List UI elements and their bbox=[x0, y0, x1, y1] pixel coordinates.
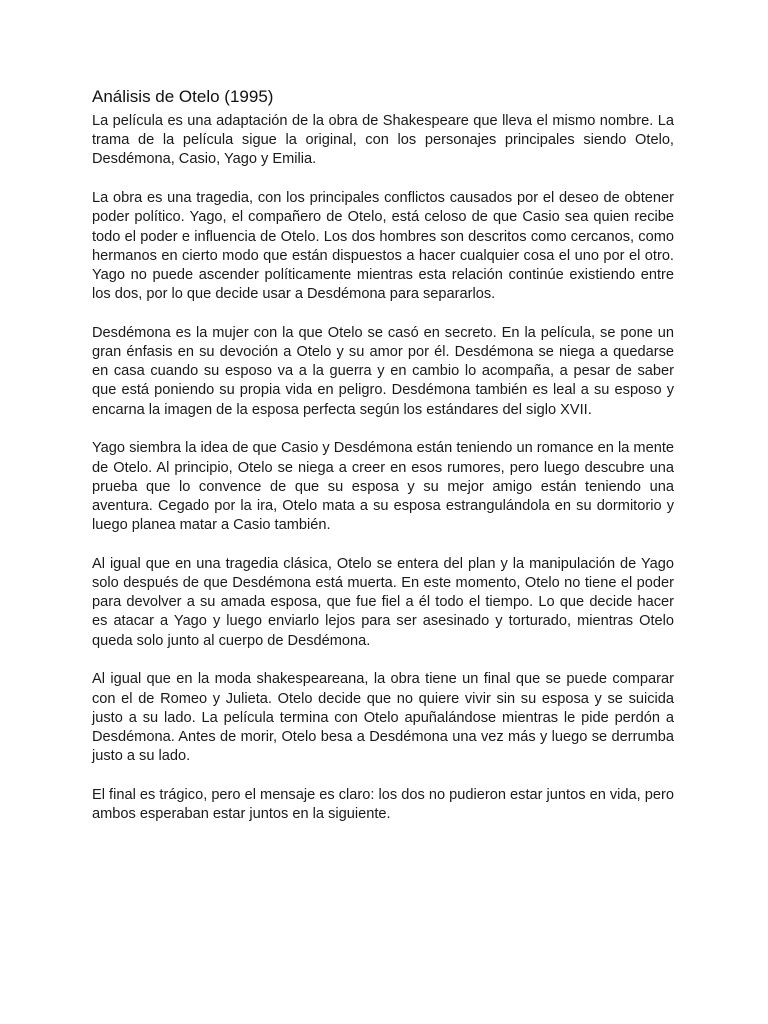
paragraph-4: Yago siembra la idea de que Casio y Desdémona están teniendo un romance en la mente de Otelo. Al principio, Otelo se niega a creer en esos rumores, pero luego descubre una prueba que lo convence de que su esposa y su mejor amigo están teniendo una aventura. Cegado por la ira, Otelo mata a su esposa estrangulándola en su dormitorio y luego planea matar a Casio también. bbox=[92, 440, 674, 534]
paragraph-7: El final es trágico, pero el mensaje es claro: los dos no pudieron estar juntos en vida, pero ambos esperaban estar juntos en la siguiente. bbox=[92, 786, 674, 823]
paragraph-2: La obra es una tragedia, con los principales conflictos causados por el deseo de obtener poder político. Yago, el compañero de Otelo, está celoso de que Casio sea quien recibe todo el poder e influencia de Otelo. Los dos hombres son descritos como cercanos, como hermanos en cierto modo que están dispuestos a hacer cualquier cosa el uno por el otro. Yago no puede ascender políticamente mientras esta relación continúe existiendo entre los dos, por lo que decide usar a Desdémona para separarlos. bbox=[92, 190, 674, 303]
paragraph-5: Al igual que en una tragedia clásica, Otelo se entera del plan y la manipulación de Yago solo después de que Desdémona está muerta. En este momento, Otelo no tiene el poder para devolver a su amada esposa, que fue fiel a él todo el tiempo. Lo que decide hacer es atacar a Yago y luego enviarlo lejos para ser asesinado y torturado, mientras Otelo queda solo junto al cuerpo de Desdémona. bbox=[92, 555, 674, 649]
paragraph-1: La película es una adaptación de la obra de Shakespeare que lleva el mismo nombre. La trama de la película sigue la original, con los personajes principales siendo Otelo, Desdémona, Casio, Yago y Emilia. bbox=[92, 113, 674, 168]
document-title: Análisis de Otelo (1995) bbox=[92, 87, 274, 106]
paragraph-3: Desdémona es la mujer con la que Otelo se casó en secreto. En la película, se pone un gran énfasis en su devoción a Otelo y su amor por él. Desdémona se niega a quedarse en casa cuando su esposo va a la guerra y en cambio lo acompaña, a pesar de saber que está poniendo su propia vida en peligro. Desdémona también es leal a su esposo y encarna la imagen de la esposa perfecta según los estándares del siglo XVII. bbox=[92, 324, 674, 418]
document-page bbox=[92, 86, 674, 844]
paragraph-6: Al igual que en la moda shakespeareana, la obra tiene un final que se puede comparar con el de Romeo y Julieta. Otelo decide que no quiere vivir sin su esposa y se suicida justo a su lado. La película termina con Otelo apuñalándose mientras le pide perdón a Desdémona. Antes de morir, Otelo besa a Desdémona una vez más y luego se derrumba justo a su lado. bbox=[92, 671, 674, 765]
